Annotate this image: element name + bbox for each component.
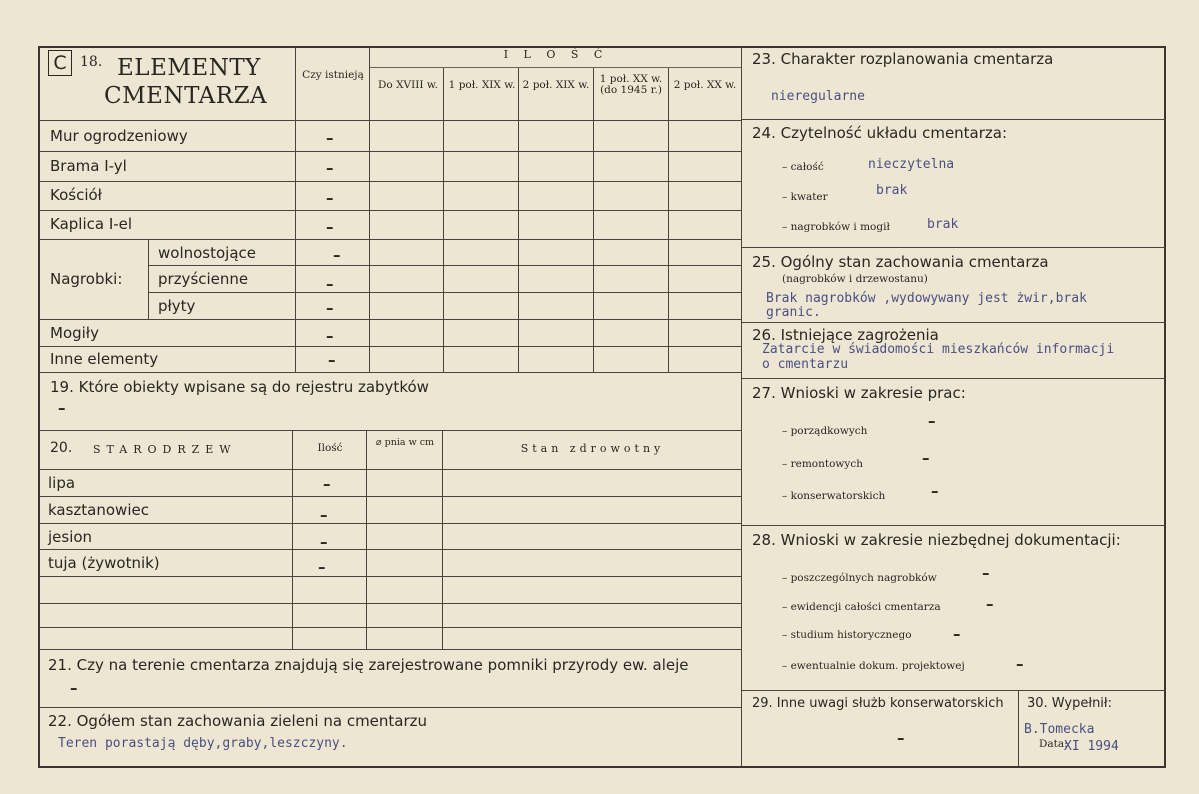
period-header-4: 1 poł. XX w. (do 1945 r.) <box>599 73 663 96</box>
q21-bottom-line <box>39 707 741 708</box>
row-line-header <box>39 120 741 121</box>
q22-answer: Teren porastają dęby,graby,leszczyny. <box>58 736 348 751</box>
q27-item-porzadkowych: – porządkowych <box>782 425 868 437</box>
q25-label: 25. Ogólny stan zachowania cmentarza <box>752 253 1049 271</box>
tree-tuja: tuja (żywotnik) <box>48 554 160 572</box>
row-line-6 <box>148 292 741 293</box>
q26-bottom-line <box>741 378 1165 379</box>
exists-przyscienne: – <box>326 275 334 293</box>
q28-answer-nagrobkow: – <box>982 564 990 582</box>
q20-col-qty: Ilość <box>317 442 343 454</box>
q20-col-diam: ⌀ pnia w cm <box>375 437 435 448</box>
row-line-3 <box>39 210 741 211</box>
q20-row-line-7 <box>39 649 741 650</box>
row-label-mogily: Mogiły <box>50 324 99 342</box>
q26-answer-line2: o cmentarzu <box>762 357 849 372</box>
row-label-brama: Brama I-yl <box>50 157 127 175</box>
q28-answer-studium: – <box>953 625 961 643</box>
q27-item-konserwatorskich: – konserwatorskich <box>782 490 886 502</box>
q28-answer-ewidencji: – <box>986 595 994 613</box>
q24-answer-kwater: brak <box>876 183 908 198</box>
section-letter-box: C <box>48 50 72 76</box>
section-18-number: 18. <box>80 54 103 70</box>
col-line-p2 <box>443 67 444 373</box>
q20-row-line-5 <box>39 603 741 604</box>
q20-row-line-4 <box>39 576 741 577</box>
q25-answer-line2: granic. <box>766 305 821 320</box>
q28-label: 28. Wnioski w zakresie niezbędnej dokumentacji: <box>752 531 1121 549</box>
row-label-kaplica: Kaplica I-el <box>50 215 133 233</box>
q30-date: XI 1994 <box>1064 739 1119 754</box>
exists-inne: – <box>328 351 336 369</box>
row-line-9 <box>39 372 741 373</box>
tree-qty-lipa: – <box>323 475 331 493</box>
q27-answer-remontowych: – <box>922 449 930 467</box>
q25-bottom-line <box>741 322 1165 323</box>
q20-row-line-6 <box>39 627 741 628</box>
period-header-1: Do XVIII w. <box>378 79 438 91</box>
row-label-kosciol: Kościół <box>50 186 102 204</box>
row-label-przyscienne: przyścienne <box>158 270 249 288</box>
row-line-5 <box>148 265 741 266</box>
col-quantity-header: I L O Ś Ć <box>503 48 609 61</box>
q25-sub: (nagrobków i drzewostanu) <box>782 273 928 285</box>
q24-item-nagrobkow: – nagrobków i mogił <box>782 221 890 233</box>
q27-bottom-line <box>741 525 1165 526</box>
q27-answer-porzadkowych: – <box>928 412 936 430</box>
exists-mur: – <box>326 129 334 147</box>
col-exists-header: Czy istnieją <box>302 69 364 81</box>
q20-col-line-3 <box>442 430 443 649</box>
q28-answer-projektowej: – <box>1016 655 1024 673</box>
period-header-5: 2 poł. XX w. <box>673 79 737 91</box>
exists-plyty: – <box>326 299 334 317</box>
q20-row-line-2 <box>39 523 741 524</box>
q20-number: 20. <box>50 440 73 456</box>
q28-bottom-line <box>741 690 1165 691</box>
row-line-7 <box>39 319 741 320</box>
q24-answer-calosc: nieczytelna <box>868 157 955 172</box>
row-line-8 <box>39 346 741 347</box>
q19-answer: – <box>58 399 66 417</box>
q29-q30-divider <box>1018 690 1019 767</box>
q23-answer: nieregularne <box>771 89 865 104</box>
row-line-1 <box>39 151 741 152</box>
main-divider <box>741 47 742 767</box>
q19-label: 19. Które obiekty wpisane są do rejestru zabytków <box>50 378 429 396</box>
exists-mogily: – <box>326 327 334 345</box>
row-label-wolnostojace: wolnostojące <box>158 244 257 262</box>
row-line-2 <box>39 181 741 182</box>
row-line-4 <box>39 239 741 240</box>
q24-item-kwater: – kwater <box>782 191 828 203</box>
q30-date-label: Data: <box>1039 738 1068 750</box>
q30-name: B.Tomecka <box>1024 722 1095 737</box>
tree-lipa: lipa <box>48 474 76 492</box>
q20-row-line-0 <box>39 469 741 470</box>
col-line-p3 <box>518 67 519 373</box>
q28-item-nagrobkow: – poszczególnych nagrobków <box>782 572 937 584</box>
exists-kosciol: – <box>326 189 334 207</box>
tree-qty-jesion: – <box>320 533 328 551</box>
q19-bottom-line <box>39 430 741 431</box>
q28-item-studium: – studium historycznego <box>782 629 912 641</box>
elements-title-line1: ELEMENTY <box>117 55 261 81</box>
col-line-p4 <box>593 67 594 373</box>
q27-label: 27. Wnioski w zakresie prac: <box>752 384 966 402</box>
quantity-subline <box>370 67 741 68</box>
q21-label: 21. Czy na terenie cmentarza znajdują się zarejestrowane pomniki przyrody ew. aleje <box>48 656 689 674</box>
q26-label: 26. Istniejące zagrożenia <box>752 326 939 344</box>
exists-kaplica: – <box>326 218 334 236</box>
q30-label: 30. Wypełnił: <box>1027 696 1112 711</box>
q20-col-line-1 <box>292 430 293 649</box>
q20-col-health: Stan zdrowotny <box>520 442 665 455</box>
elements-title-line2: CMENTARZA <box>104 83 268 109</box>
tree-qty-tuja: – <box>318 558 326 576</box>
col-line-p5 <box>668 67 669 373</box>
q27-answer-konserwatorskich: – <box>931 482 939 500</box>
tree-jesion: jesion <box>48 528 93 546</box>
row-label-nagrobki: Nagrobki: <box>50 270 123 288</box>
row-label-plyty: płyty <box>158 297 196 315</box>
q26-answer-line1: Zatarcie w świadomości mieszkańców informacji <box>762 342 1115 357</box>
q29-label: 29. Inne uwagi służb konserwatorskich <box>752 696 1004 711</box>
tree-qty-kasztanowiec: – <box>320 506 328 524</box>
row-label-mur: Mur ogrodzeniowy <box>50 127 188 145</box>
q24-answer-nagrobkow: brak <box>927 217 959 232</box>
q22-label: 22. Ogółem stan zachowania zieleni na cmentarzu <box>48 712 428 730</box>
q29-answer: – <box>897 729 905 747</box>
q20-col-line-2 <box>366 430 367 649</box>
tree-kasztanowiec: kasztanowiec <box>48 501 149 519</box>
period-header-3: 2 poł. XIX w. <box>522 79 590 91</box>
nagrobki-divider <box>148 239 149 319</box>
period-header-2: 1 poł. XIX w. <box>448 79 516 91</box>
q24-label: 24. Czytelność układu cmentarza: <box>752 124 1008 142</box>
q20-row-line-1 <box>39 496 741 497</box>
exists-brama: – <box>326 159 334 177</box>
exists-wolnostojace: – <box>333 246 341 264</box>
q20-row-line-3 <box>39 549 741 550</box>
q23-bottom-line <box>741 119 1165 120</box>
q23-label: 23. Charakter rozplanowania cmentarza <box>752 50 1054 68</box>
row-label-inne: Inne elementy <box>50 350 159 368</box>
q21-answer: – <box>70 679 78 697</box>
q27-item-remontowych: – remontowych <box>782 458 863 470</box>
q24-item-calosc: – całość <box>782 161 824 173</box>
q28-item-projektowej: – ewentualnie dokum. projektowej <box>782 660 965 672</box>
q28-item-ewidencji: – ewidencji całości cmentarza <box>782 601 941 613</box>
q24-bottom-line <box>741 247 1165 248</box>
q25-answer-line1: Brak nagrobków ,wydowywany jest żwir,brak <box>766 291 1087 306</box>
q20-title: STARODRZEW <box>93 443 237 456</box>
